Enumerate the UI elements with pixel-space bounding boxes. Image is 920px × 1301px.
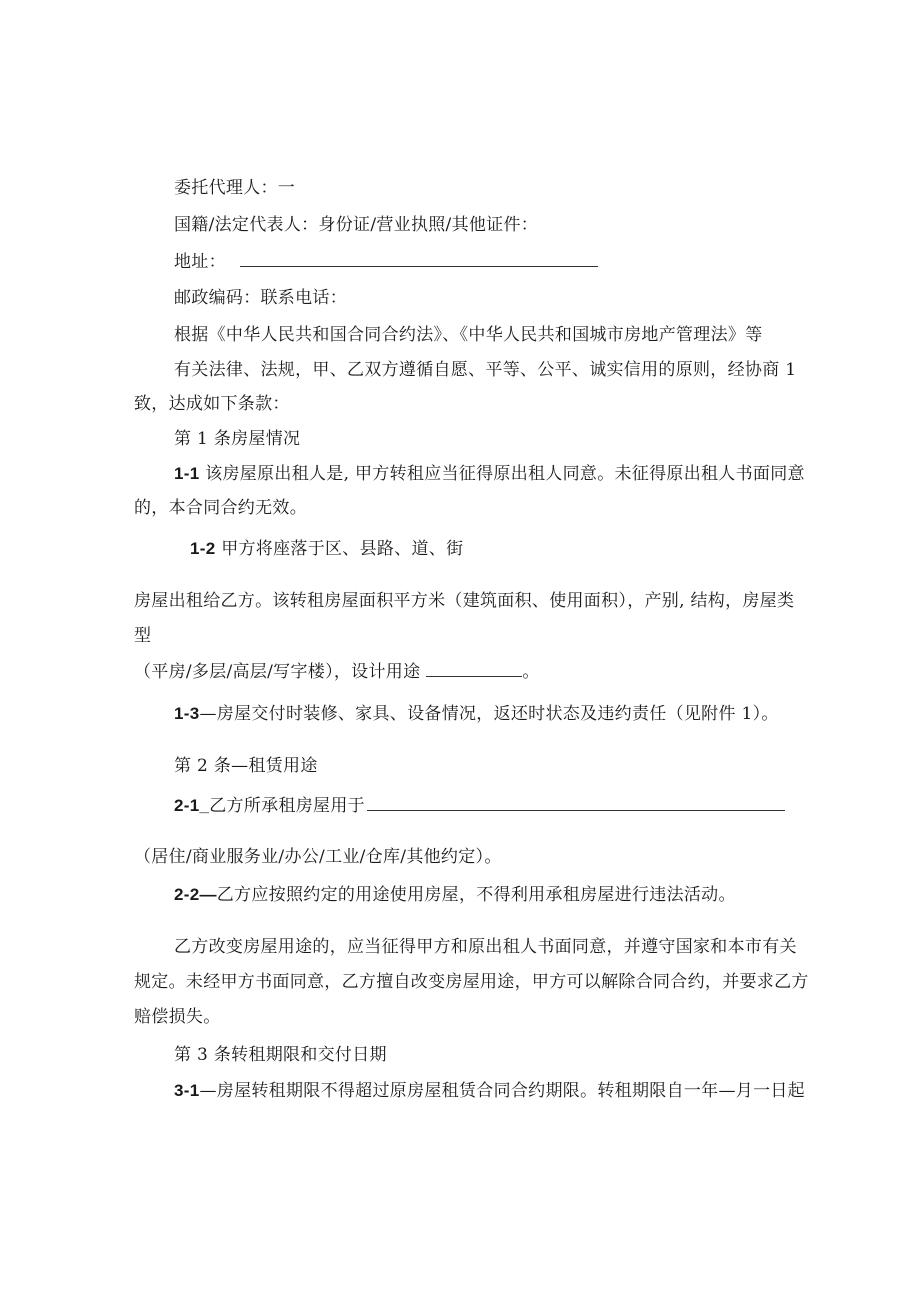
clause-1-1-text: 该房屋原出租人是, 甲方转租应当征得原出租人同意。未征得原出租人书面同意 (199, 464, 805, 484)
clause-2-2 (174, 884, 834, 906)
article-1-heading (174, 428, 834, 450)
clause-1-3-text: —房屋交付时装修、家具、设备情况，返还时状态及违约责任（见附件 1）。 (199, 704, 779, 724)
clause-1-2-text-3: 型 (134, 626, 152, 646)
clause-1-2-text-2: 房屋出租给乙方。该转租房屋面积平方米（建筑面积、使用面积），产别, 结构，房屋类 (134, 591, 795, 611)
article-2-heading (174, 755, 834, 777)
clause-2-2-para-3 (134, 1006, 794, 1028)
clause-1-1-number: 1-1 (174, 464, 200, 483)
clause-2-1-text: 乙方所承租房屋用于 (209, 796, 365, 816)
clause-3-1-text: —房屋转租期限不得超过原房屋租赁合同合约期限。转租期限自一年—月一日起 (199, 1081, 805, 1101)
clause-2-1-number: 2-1_ (174, 796, 210, 815)
agent-text: 委托代理人：一 (174, 178, 296, 198)
article-3-heading (174, 1044, 834, 1066)
basis-text: 根据《中华人民共和国合同合约法》、《中华人民共和国城市房地产管理法》等 (174, 325, 763, 345)
article-3-title: 第 3 条转租期限和交付日期 (174, 1045, 387, 1065)
clause-1-2-number: 1-2 (190, 539, 216, 558)
article-1-title: 第 1 条房屋情况 (174, 429, 301, 449)
clause-2-2-text-2: 乙方改变房屋用途的，应当征得甲方和原出租人书面同意，并遵守国家和本市有关 (174, 937, 797, 957)
clause-1-1-text-2: 的，本合同合约无效。 (134, 498, 307, 518)
agent-line (174, 177, 834, 199)
clause-2-2-text: 乙方应按照约定的用途使用房屋，不得利用承租房屋进行违法活动。 (216, 885, 736, 905)
clause-2-2-text-4: 赔偿损失。 (134, 1007, 221, 1027)
article-2-title: 第 2 条—租赁用途 (174, 756, 318, 776)
postcode-line (174, 287, 834, 309)
design-use-blank (426, 660, 522, 677)
address-blank (240, 250, 598, 267)
clause-1-2 (190, 538, 850, 560)
clause-1-2-cont-3 (134, 660, 794, 683)
basis-line-3 (134, 393, 794, 415)
clause-2-1-text-2: （居住/商业服务业/办公/工业/仓库/其他约定）。 (134, 847, 502, 867)
clause-3-1-number: 3-1 (174, 1081, 200, 1100)
nationality-line (174, 214, 834, 236)
clause-1-2-period: 。 (522, 662, 540, 682)
address-label: 地址： (174, 252, 226, 272)
clause-1-1-cont (134, 497, 794, 519)
clause-1-2-text-4: （平房/多层/高层/写字楼），设计用途 (134, 662, 421, 682)
clause-2-2-para (174, 936, 834, 958)
clause-2-2-para-2 (134, 971, 809, 993)
clause-3-1 (174, 1080, 834, 1102)
clause-1-3 (174, 703, 834, 725)
clause-2-1-cont (134, 846, 794, 868)
clause-1-1 (174, 463, 834, 485)
basis-line-2 (174, 359, 834, 381)
basis-text-3: 致，达成如下条款： (134, 394, 290, 414)
postcode-text: 邮政编码：联系电话： (174, 288, 347, 308)
clause-2-2-text-3: 规定。未经甲方书面同意，乙方擅自改变房屋用途，甲方可以解除合同合约，并要求乙方 (134, 972, 809, 992)
basis-line (174, 324, 834, 346)
clause-2-2-number: 2-2— (174, 885, 217, 904)
clause-2-1 (174, 794, 834, 817)
clause-1-2-cont-2 (134, 625, 794, 647)
basis-text-2: 有关法律、法规，甲、乙双方遵循自愿、平等、公平、诚实信用的原则，经协商 1 (174, 360, 797, 380)
lease-use-blank (367, 794, 785, 811)
clause-1-3-number: 1-3 (174, 704, 200, 723)
nationality-text: 国籍/法定代表人：身份证/营业执照/其他证件： (174, 215, 539, 235)
clause-1-2-cont (134, 590, 794, 612)
address-line (174, 250, 834, 273)
clause-1-2-text: 甲方将座落于区、县路、道、街 (215, 539, 464, 559)
